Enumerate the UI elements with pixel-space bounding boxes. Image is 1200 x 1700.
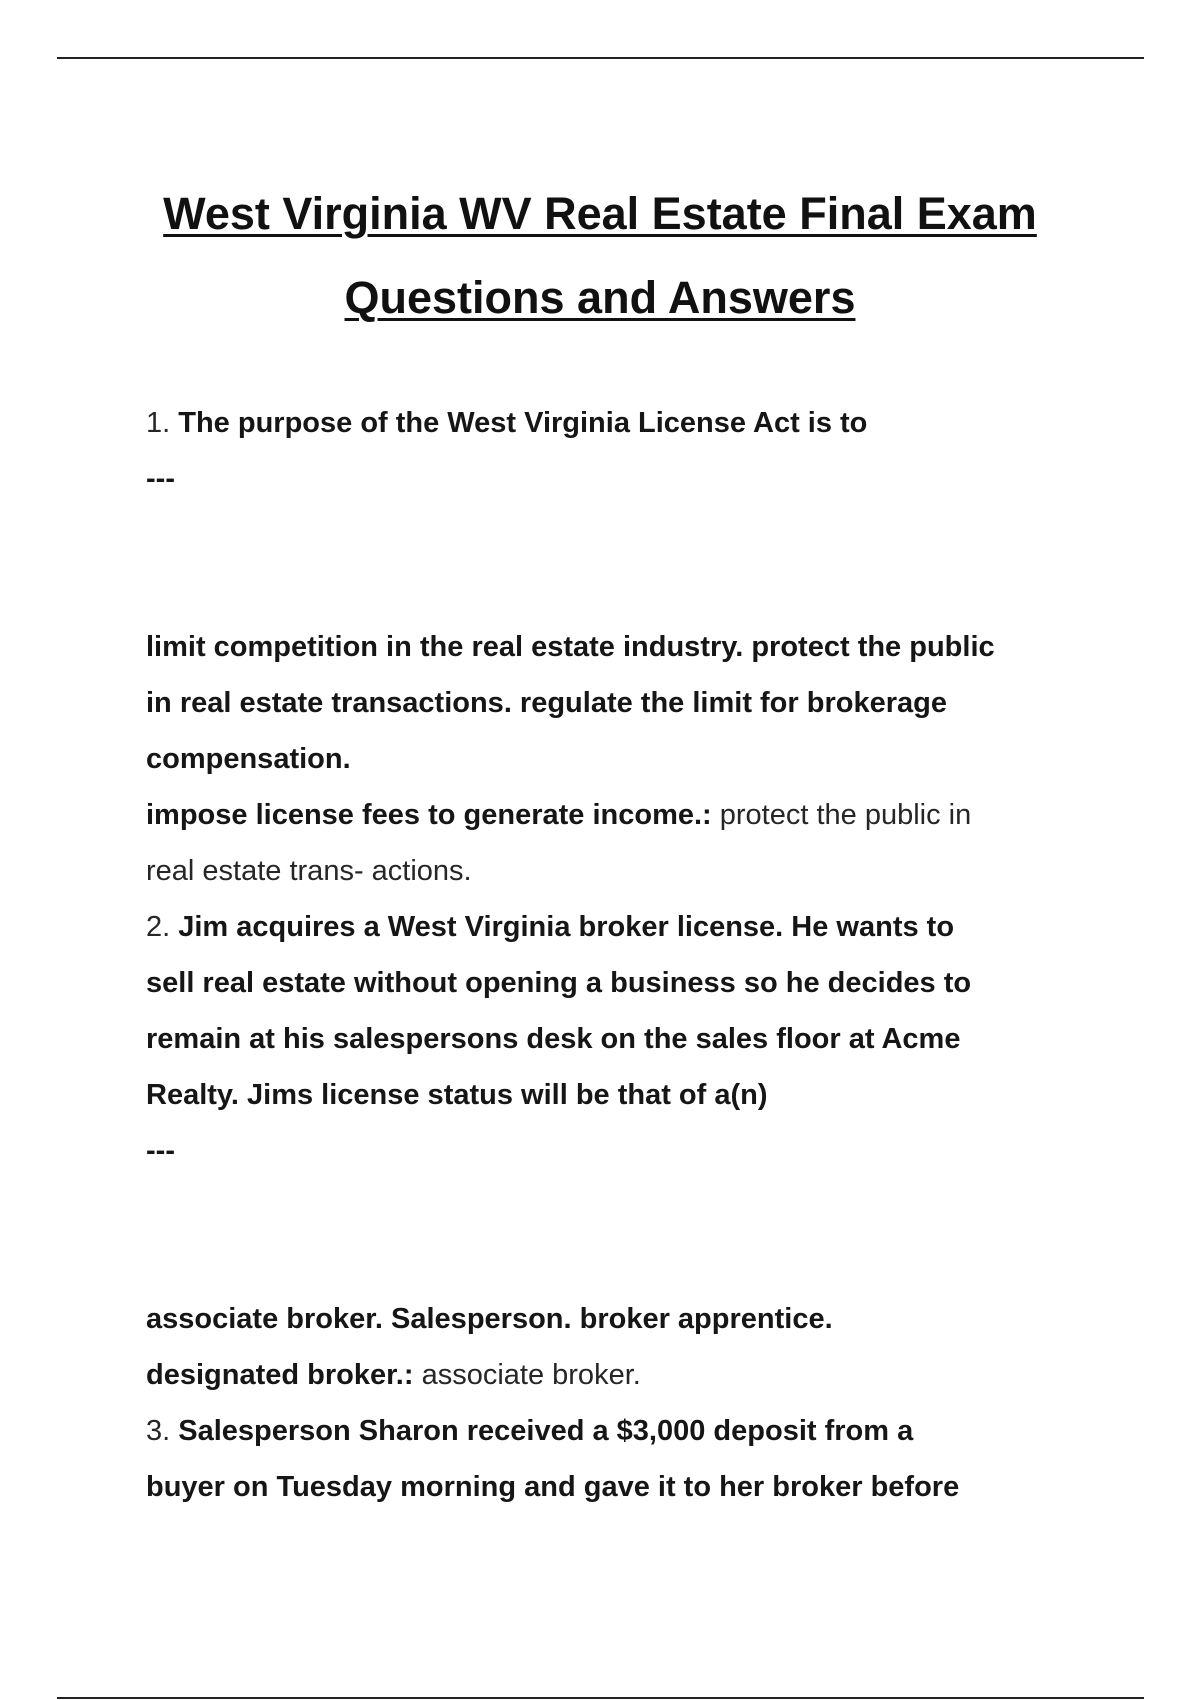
spacer — [146, 1179, 1106, 1291]
top-rule — [57, 57, 1144, 59]
answer-text-continued: real estate trans- actions. — [146, 855, 472, 887]
document-title — [100, 172, 1100, 340]
choices-answer-line — [146, 787, 1106, 843]
title-line-2: Questions and Answers — [344, 272, 856, 323]
question-text-line: remain at his salespersons desk on the sales floor at Acme — [146, 1023, 961, 1055]
choices-line: associate broker. Salesperson. broker apprentice. — [146, 1303, 833, 1335]
separator: --- — [146, 1135, 175, 1167]
spacer — [146, 507, 1106, 619]
question-text-line: buyer on Tuesday morning and gave it to her broker before — [146, 1471, 960, 1503]
separator: --- — [146, 463, 175, 495]
question-text: The purpose of the West Virginia License Act is to — [178, 407, 868, 439]
answer-text: associate broker. — [421, 1359, 641, 1391]
title-line-1: West Virginia WV Real Estate Final Exam — [163, 188, 1037, 239]
bottom-rule — [57, 1697, 1144, 1699]
question-number: 1. — [146, 407, 171, 439]
question-number: 2. — [146, 911, 171, 943]
choices-line: compensation. — [146, 743, 351, 775]
question-text-line: Realty. Jims license status will be that of a(n) — [146, 1079, 768, 1111]
answer-text: protect the public in — [719, 799, 972, 831]
question-2 — [146, 899, 1106, 955]
choices-answer-line — [146, 1347, 1106, 1403]
question-1 — [146, 395, 1106, 451]
question-3 — [146, 1403, 1106, 1459]
question-number: 3. — [146, 1415, 171, 1447]
question-text: Jim acquires a West Virginia broker license. He wants to — [178, 911, 955, 943]
document-body — [146, 395, 1106, 1515]
choices-line: in real estate transactions. regulate the limit for brokerage — [146, 687, 947, 719]
question-text-line: sell real estate without opening a business so he decides to — [146, 967, 972, 999]
choices-line: limit competition in the real estate industry. protect the public — [146, 631, 995, 663]
question-text: Salesperson Sharon received a $3,000 deposit from a — [178, 1415, 914, 1447]
choices-last: impose license fees to generate income.: — [146, 799, 712, 831]
choices-last: designated broker.: — [146, 1359, 414, 1391]
